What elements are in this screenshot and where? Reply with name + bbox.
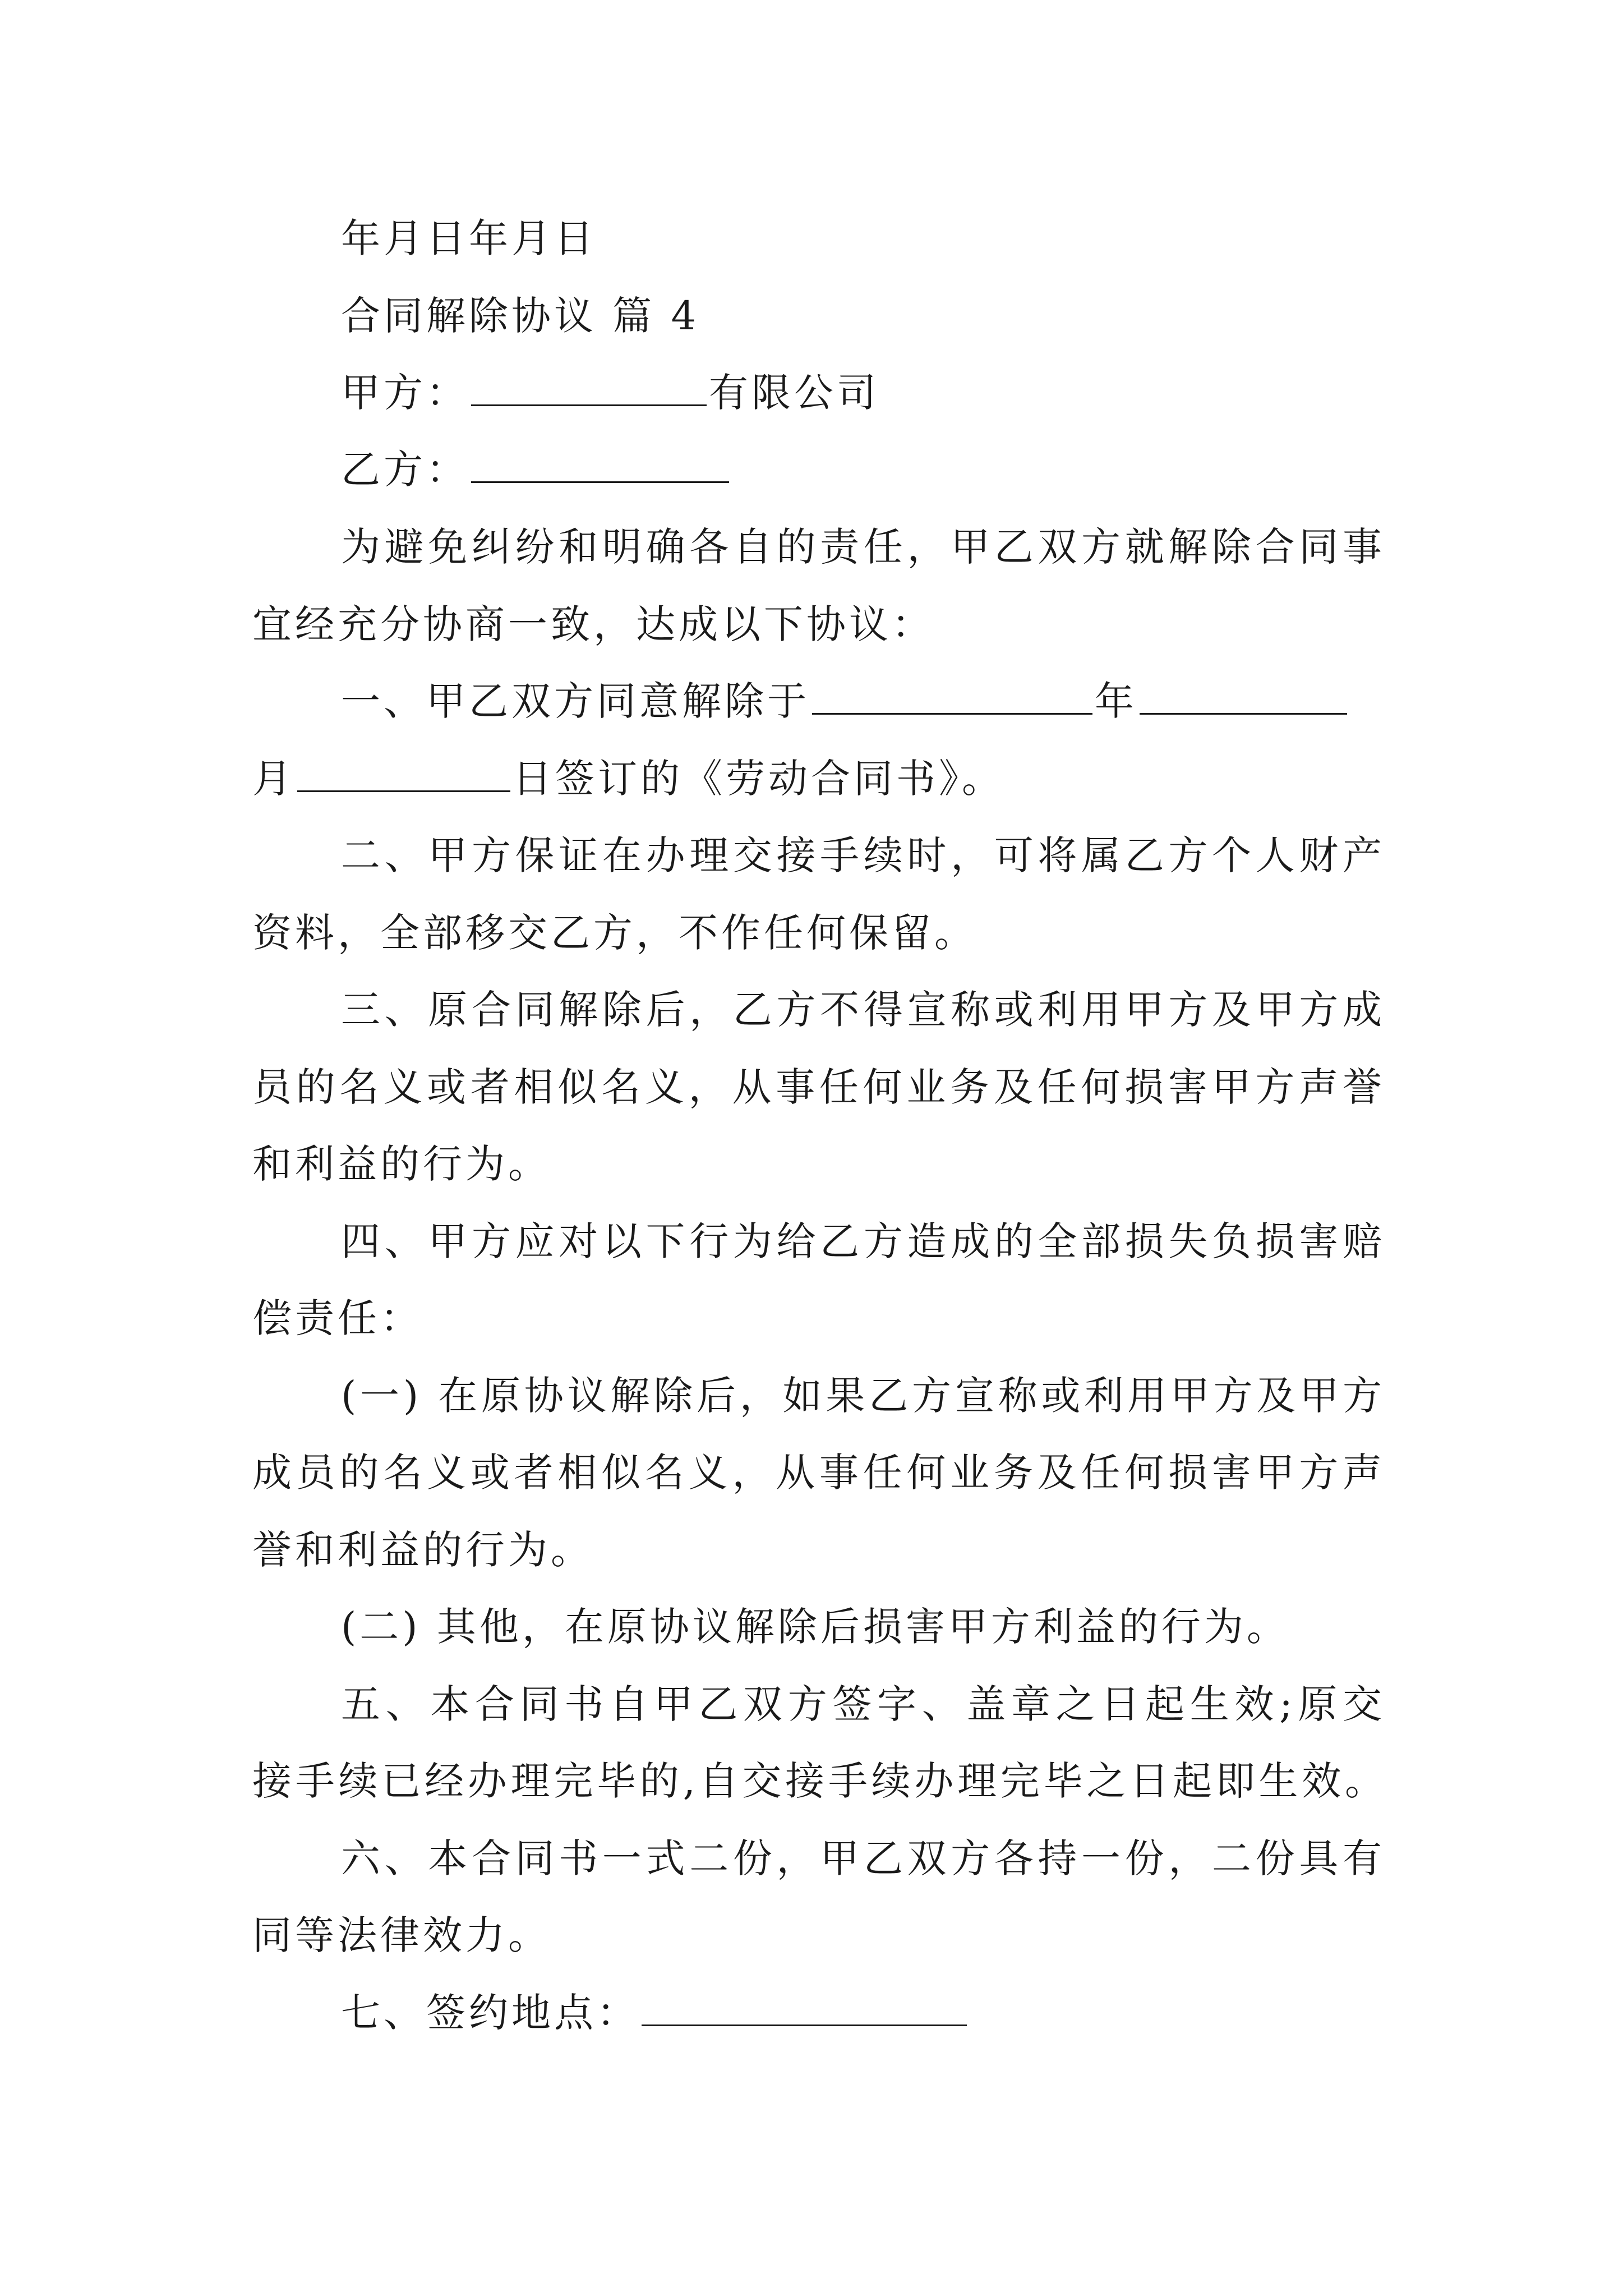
clause-4-line-2: 偿责任： (252, 1295, 423, 1341)
clause-1-text-c: 月 (252, 756, 295, 802)
clause-3-line-2: 员的名义或者相似名义，从事任何业务及任何损害甲方声誉 (252, 1064, 1385, 1110)
clause-1-month-blank (1140, 678, 1347, 715)
clause-7-label: 七、签约地点： (341, 1990, 639, 2036)
clause-5-line-1: 五、本合同书自甲乙双方签字、盖章之日起生效;原交 (341, 1681, 1385, 1727)
clause-1-day-blank (297, 756, 510, 792)
clause-4-1-line-1: (一) 在原协议解除后，如果乙方宣称或利用甲方及甲方 (341, 1373, 1385, 1419)
party-a-line (341, 367, 1385, 418)
clause-4-2-line: (二) 其他，在原协议解除后损害甲方利益的行为。 (341, 1604, 1289, 1650)
clause-5-line-2: 接手续已经办理完毕的,自交接手续办理完毕之日起即生效。 (252, 1758, 1385, 1804)
party-b-line (341, 444, 1385, 495)
clause-4-1-line-3: 誉和利益的行为。 (252, 1527, 593, 1573)
section-heading: 合同解除协议 篇 4 (341, 293, 700, 339)
intro-line-2: 宜经充分协商一致，达成以下协议： (252, 601, 934, 647)
clause-1-text-d: 日签订的《劳动合同书》。 (513, 756, 1004, 802)
clause-2-line-1: 二、甲方保证在办理交接手续时，可将属乙方个人财产 (341, 832, 1385, 878)
date-line: 年月日年月日 (341, 215, 597, 261)
signing-place-blank (642, 1990, 967, 2026)
clause-4-1-line-2: 成员的名义或者相似名义，从事任何业务及任何损害甲方声 (252, 1450, 1385, 1496)
clause-7-line (341, 1987, 1385, 2038)
clause-6-line-1: 六、本合同书一式二份，甲乙双方各持一份，二份具有 (341, 1835, 1385, 1881)
clause-1-line-1 (341, 676, 1385, 726)
party-a-label: 甲方： (341, 370, 469, 416)
clause-4-line-1: 四、甲方应对以下行为给乙方造成的全部损失负损害赔 (341, 1218, 1385, 1264)
clause-1-line-2 (252, 753, 1385, 804)
party-a-blank (471, 370, 707, 406)
party-a-suffix: 有限公司 (709, 370, 879, 416)
clause-3-line-1: 三、原合同解除后，乙方不得宣称或利用甲方及甲方成 (341, 987, 1385, 1033)
party-b-blank (471, 447, 729, 483)
clause-1-year-blank (812, 678, 1092, 715)
clause-2-line-2: 资料，全部移交乙方，不作任何保留。 (252, 910, 977, 956)
clause-1-text-b: 年 (1095, 678, 1137, 724)
party-b-label: 乙方： (341, 447, 469, 493)
clause-3-line-3: 和利益的行为。 (252, 1141, 551, 1187)
intro-line-1: 为避免纠纷和明确各自的责任，甲乙双方就解除合同事 (341, 524, 1385, 570)
clause-1-text-a: 一、甲乙双方同意解除于 (341, 678, 810, 724)
clause-6-line-2: 同等法律效力。 (252, 1912, 551, 1958)
